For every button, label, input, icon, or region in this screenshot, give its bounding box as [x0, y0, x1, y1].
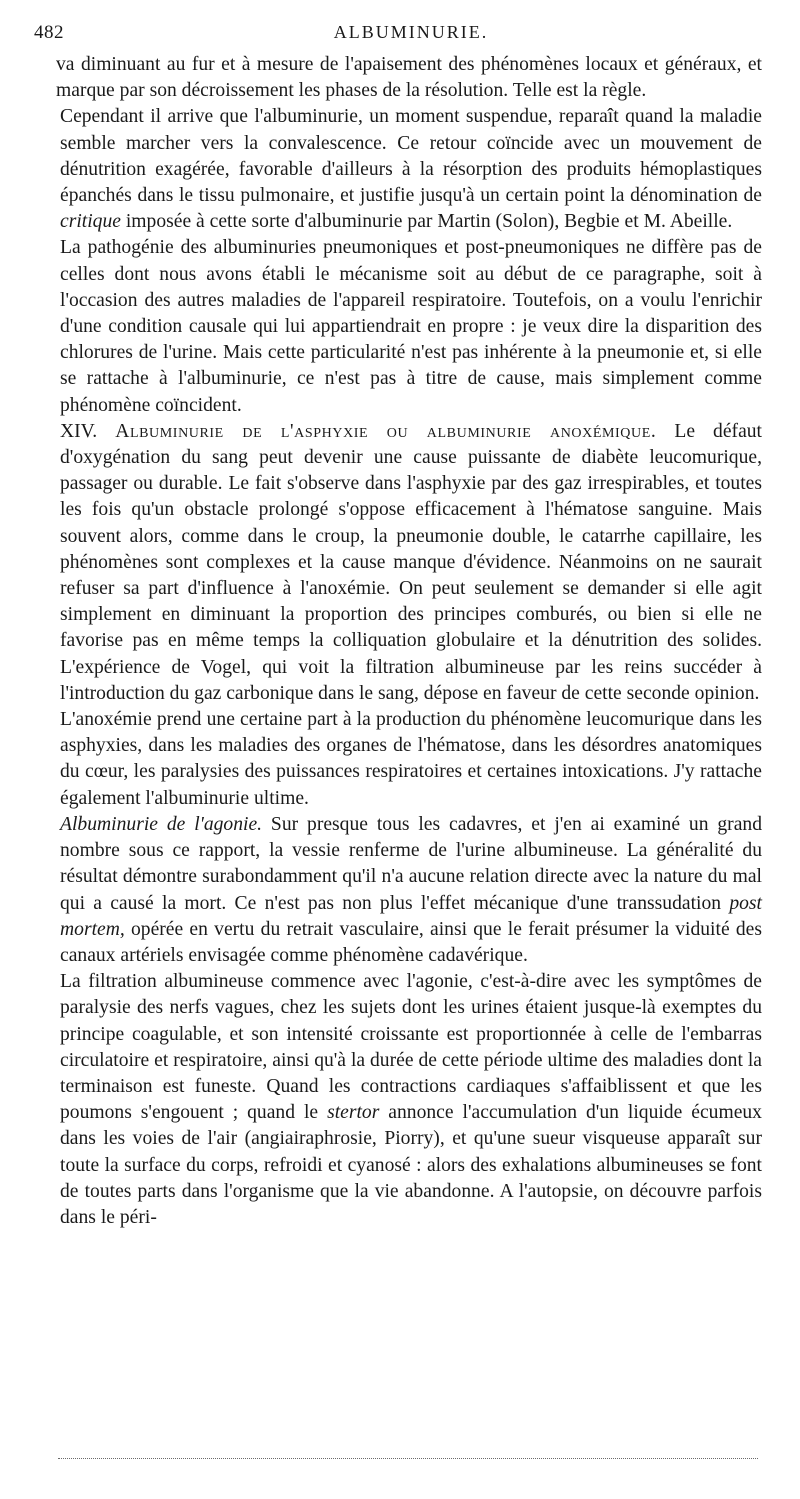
paragraph-text: Le défaut d'oxygénation du sang peut devenir une cause puissante de diabète leucomurique, passager ou durable. Le fait s'observe dans l'asphyxie par des gaz irrespirables, et toutes les fois qu'un obstacle prolongé s'oppose efficacement à l'hématose sanguine. Mais souvent alors, comme dans le croup, la pneumonie double, le catarrhe capillaire, les phénomènes sont complexes et la cause manque d'évidence. Néanmoins on ne saurait refuser sa part d'influence à l'anoxémie. On peut seulement se demander si elle agit simplement en diminuant la proportion des principes comburés, ou bien si elle ne favorise pas en même temps la colliquation globulaire et la dénutrition des solides. L'expérience de Vogel, qui voit la filtration albumineuse par les reins succéder à l'introduction du gaz carbonique dans le sang, dépose en faveur de cette seconde opinion.: [60, 420, 763, 704]
section-heading: Albuminurie de l'asphyxie ou albuminurie anoxémique.: [115, 420, 657, 442]
emphasis-critique: critique: [60, 211, 121, 233]
paragraph-text: Cependant il arrive que l'albuminurie, un moment suspendue, reparaît quand la maladie semble marcher vers la convalescence. Ce retour coïncide avec un mouvement de dénutrition exagérée, favorable d'ailleurs à la résorption des produits hémoplastiques épanchés dans le tissu pulmonaire, et justifie jusqu'à un certain point la dénomination de: [60, 106, 762, 207]
paragraph-text: annonce l'accumulation d'un liquide écumeux dans les voies de l'air (angiairaphrosie, Piorry), et qu'une sueur visqueuse apparaît sur toute la surface du corps, refroidi et cyanosé : alors des exhalations albumineuses se font de toutes parts dans l'organisme que la vie abandonne. A l'autopsie, on découvre parfois dans le péri-: [60, 1102, 762, 1228]
body-text: [56, 52, 763, 1231]
paragraph-text: Sur presque tous les cadavres, et j'en ai examiné un grand nombre sous ce rapport, la vessie renferme de l'urine albumineuse. La généralité du résultat démontre surabondamment qu'il n'a aucune relation directe avec la nature du mal qui a causé la mort. Ce n'est pas non plus l'effet mécanique d'une transsudation: [60, 813, 762, 914]
book-page: [34, 22, 763, 1231]
paragraph-critical-albuminuria: [60, 104, 762, 235]
section-number: XIV.: [60, 420, 98, 442]
page-number: 482: [34, 22, 64, 43]
subsection-heading: Albuminurie de l'agonie.: [60, 813, 263, 835]
paragraph-text: La pathogénie des albuminuries pneumoniques et post-pneumoniques ne diffère pas de celles dont nous avons établi le mécanisme soit au début de ce paragraphe, soit à l'occasion des autres maladies de l'appareil respiratoire. Toutefois, on a voulu l'enrichir d'une condition causale qui lui appartiendrait en propre : je veux dire la disparition des chlorures de l'urine. Mais cette particularité n'est pas inhérente à la pneumonie et, si elle se rattache à l'albuminurie, ce n'est pas à titre de cause, mais simplement comme phénomène coïncident.: [60, 237, 762, 416]
paragraph-text: La filtration albumineuse commence avec l'agonie, c'est-à-dire avec les symptômes de paralysie des nerfs vagues, chez les sujets dont les urines étaient jusque-là exemptes du principe coagulable, et son intensité croissante est proportionnée à celle de l'embarras circulatoire et respiratoire, ainsi qu'à la durée de cette période ultime des maladies dont la terminaison est funeste. Quand les contractions cardiaques s'affaiblissent et que les poumons s'engouent ; quand le: [60, 971, 762, 1124]
paragraph-agony-albuminuria: [60, 812, 762, 969]
paragraph-text: va diminuant au fur et à mesure de l'apaisement des phénomènes locaux et généraux, et marque par son décroissement les phases de la résolution. Telle est la règle.: [56, 54, 762, 102]
running-head: [34, 22, 762, 48]
paragraph-anoxemia-role: [60, 707, 762, 812]
paragraph-filtration: [60, 969, 762, 1231]
emphasis-post-mortem: post mortem,: [60, 892, 762, 940]
paragraph-pathogenesis: [60, 235, 762, 418]
paragraph-text: opérée en vertu du retrait vasculaire, ainsi que le ferait présumer la viduité des canaux artériels envisagée comme phénomène cadavérique.: [60, 918, 762, 966]
emphasis-stertor: stertor: [327, 1102, 380, 1124]
paragraph-text: imposée à cette sorte d'albuminurie par Martin (Solon), Begbie et M. Abeille.: [120, 211, 733, 233]
bottom-dotted-rule: [58, 1458, 758, 1459]
paragraph-anoxemic-albuminuria: [60, 419, 762, 707]
paragraph-text: L'anoxémie prend une certaine part à la production du phénomène leucomurique dans les asphyxies, dans les maladies des organes de l'hématose, dans les désordres anatomiques du cœur, les paralysies des puissances respiratoires et certaines intoxications. J'y rattache également l'albuminurie ultime.: [60, 709, 762, 809]
running-title: ALBUMINURIE.: [333, 22, 489, 42]
paragraph-resolution: [56, 52, 762, 104]
